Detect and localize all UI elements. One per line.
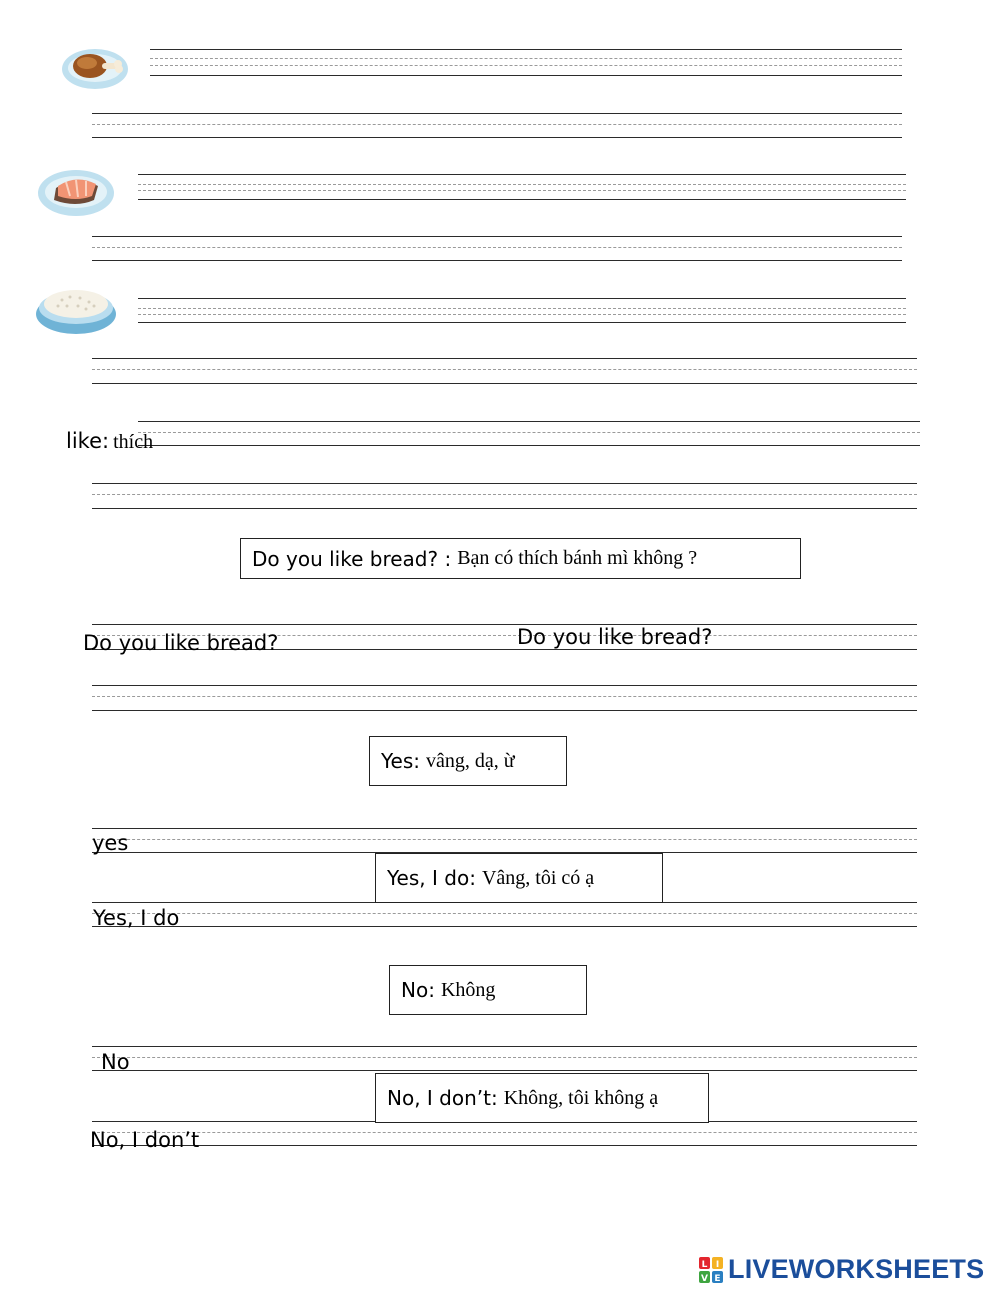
writing-lines-8[interactable] [92,483,917,511]
writing-lines-12[interactable] [92,902,917,930]
yes-prompt: yes [92,831,129,855]
fish-steak-icon [36,166,116,218]
writing-lines-11[interactable] [92,828,917,856]
no-i-dont-en: No, I don’t: [387,1086,498,1110]
logo-letter-e: E [714,1273,721,1284]
yes-i-do-en: Yes, I do: [387,866,476,890]
yes-i-do-vi: Vâng, tôi có ạ [481,866,595,889]
writing-lines-5[interactable] [138,298,906,326]
no-box [389,965,587,1015]
no-i-dont-vi: Không, tôi không ạ [503,1086,659,1109]
liveworksheets-logo [698,1254,984,1285]
liveworksheets-logo-text: LIVEWORKSHEETS [728,1254,985,1284]
no-i-dont-box [375,1073,709,1123]
writing-lines-1[interactable] [150,49,902,77]
yes-en: Yes: [381,749,421,773]
no-prompt: No [101,1050,130,1074]
prompt-right: Do you like bread? [517,625,713,649]
writing-lines-14[interactable] [92,1121,917,1149]
yes-vi: vâng, dạ, ừ [426,749,515,772]
no-vi: Không [440,978,496,1001]
prompt-left: Do you like bread? [83,631,279,655]
writing-lines-4[interactable] [92,236,902,264]
question-box [240,538,801,579]
yes-i-do-prompt: Yes, I do [93,906,180,930]
logo-letter-v: V [701,1273,708,1284]
chicken-drumstick-icon [60,44,130,92]
writing-lines-13[interactable] [92,1046,917,1074]
rice-bowl-icon [34,284,118,336]
liveworksheets-logo-icon [698,1256,724,1284]
writing-lines-7[interactable] [138,421,920,449]
yes-i-do-box [375,853,663,903]
writing-lines-6[interactable] [92,358,917,386]
question-en: Do you like bread? : [252,546,452,571]
vocab-meaning: thích [113,431,154,453]
writing-lines-2[interactable] [92,113,902,141]
writing-lines-10[interactable] [92,685,917,713]
question-vi: Bạn có thích bánh mì không ? [457,547,698,569]
vocab-like [66,429,153,454]
logo-letter-i: I [715,1259,720,1270]
no-en: No: [401,978,435,1002]
writing-lines-3[interactable] [138,174,906,202]
vocab-word: like: [66,429,110,453]
no-i-dont-prompt: No, I don’t [90,1128,200,1152]
logo-letter-l: L [701,1259,708,1270]
yes-box [369,736,567,786]
